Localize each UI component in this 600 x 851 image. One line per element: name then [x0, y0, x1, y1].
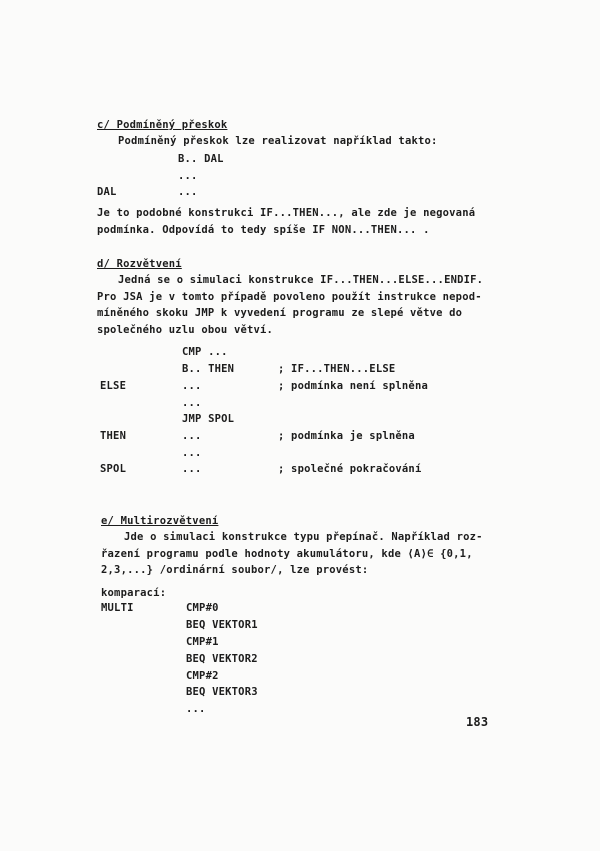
paragraph-line: Jde o simulaci konstrukce typu přepínač. Například roz-: [124, 531, 483, 543]
paragraph-line: společného uzlu obou větví.: [97, 324, 274, 336]
code-line: CMP#0: [186, 602, 219, 614]
code-line: B.. THEN: [182, 363, 235, 375]
code-line: ...: [182, 430, 202, 442]
code-label: DAL: [97, 186, 117, 198]
code-line: ...: [186, 703, 206, 715]
paragraph-line: řazení programu podle hodnoty akumulátoru, kde ⟨A⟩∈ {0,1,: [101, 548, 473, 560]
paragraph-line: 2,3,...} /ordinární soubor/, lze provést:: [101, 564, 369, 576]
code-label: THEN: [100, 430, 127, 442]
code-line: CMP#1: [186, 636, 219, 648]
code-line: ...: [182, 447, 202, 459]
code-label: ELSE: [100, 380, 127, 392]
code-line: ...: [182, 397, 202, 409]
page-number: 183: [466, 715, 489, 729]
code-line: ...: [182, 463, 202, 475]
label-line: komparací:: [101, 587, 167, 599]
code-line: ...: [178, 170, 198, 182]
code-comment: ; podmínka není splněna: [278, 380, 428, 392]
paragraph-line: podmínka. Odpovídá to tedy spíše IF NON...THEN... .: [97, 224, 430, 236]
paragraph-line: míněného skoku JMP k vyvedení programu ze slepé větve do: [97, 307, 463, 319]
code-label: SPOL: [100, 463, 127, 475]
code-line: B.. DAL: [178, 153, 224, 165]
code-line: BEQ VEKTOR3: [186, 686, 258, 698]
code-line: CMP#2: [186, 670, 219, 682]
code-comment: ; podmínka je splněna: [278, 430, 415, 442]
section-c-heading: c/ Podmíněný přeskok: [97, 119, 228, 131]
code-line: ...: [182, 380, 202, 392]
code-comment: ; společné pokračování: [278, 463, 422, 475]
code-label: MULTI: [101, 602, 134, 614]
code-line: BEQ VEKTOR2: [186, 653, 258, 665]
code-line: ...: [178, 186, 198, 198]
section-d-heading: d/ Rozvětvení: [97, 258, 182, 270]
paragraph-line: Je to podobné konstrukci IF...THEN..., ale zde je negovaná: [97, 207, 476, 219]
code-line: CMP ...: [182, 346, 228, 358]
paragraph-line: Jedná se o simulaci konstrukce IF...THEN...ELSE...ENDIF.: [118, 274, 484, 286]
paragraph-line: Pro JSA je v tomto případě povoleno použít instrukce nepod-: [97, 291, 482, 303]
code-line: JMP SPOL: [182, 413, 235, 425]
code-line: BEQ VEKTOR1: [186, 619, 258, 631]
section-e-heading: e/ Multirozvětvení: [101, 515, 219, 527]
code-comment: ; IF...THEN...ELSE: [278, 363, 396, 375]
section-c-intro: Podmíněný přeskok lze realizovat například takto:: [118, 135, 438, 147]
